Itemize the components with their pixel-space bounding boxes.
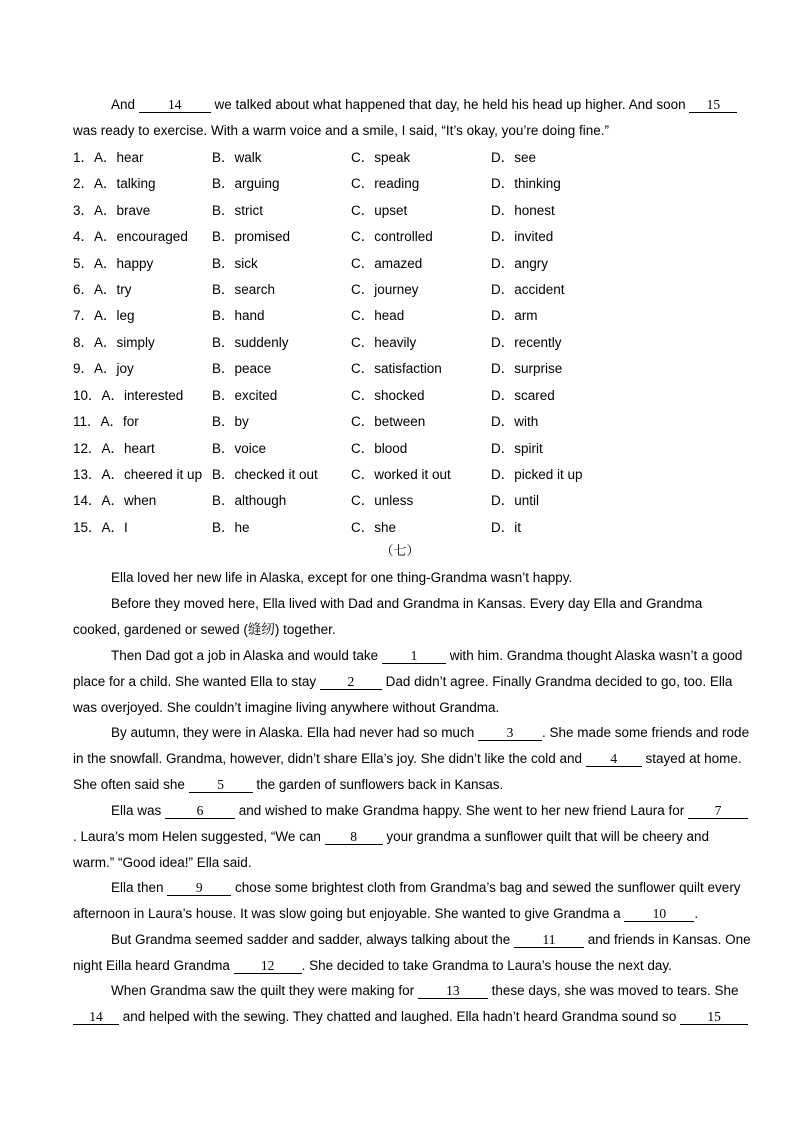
option-d: D．see <box>491 150 537 165</box>
option-b: B．hand <box>212 308 265 323</box>
option-b: B．excited <box>212 388 278 403</box>
text: By autumn, they were in Alaska. Ella had never had so much <box>111 725 478 740</box>
story-paragraph-7 <box>73 927 753 979</box>
option-d: D．spirit <box>491 441 543 456</box>
option-c: C．worked it out <box>351 467 451 482</box>
option-b: B．promised <box>212 229 291 244</box>
story-paragraph-3 <box>73 643 753 721</box>
story-paragraph-5 <box>73 798 753 876</box>
text: . Laura’s mom Helen suggested, “We can <box>73 829 325 844</box>
option-b: B．sick <box>212 256 258 271</box>
blank-3: 3 <box>478 726 542 741</box>
text: Dad didn’t agree. Finally Grandma decided to go, too. Ella was overjoyed. She couldn’t imagine living anywhere without Grandma. <box>73 674 733 715</box>
text: your grandma a sunflower quilt that will be cheery and warm.” “Good idea!” Ella said. <box>73 829 710 870</box>
text: chose some brightest cloth from Grandma’s bag and sewed the sunflower quilt every afternoon in Laura’s house. It was slow going but enjoyable. She wanted to give Grandma a <box>73 880 741 921</box>
option-row <box>73 277 753 303</box>
option-d: D．until <box>491 493 540 508</box>
option-b: B．although <box>212 493 287 508</box>
option-a: 11．A．for <box>73 414 139 429</box>
option-b: B．by <box>212 414 249 429</box>
story-paragraph-1 <box>73 565 753 591</box>
text: with him. Grandma thought Alaska wasn’t a good place for a child. She wanted Ella to stay <box>73 648 743 689</box>
text: and helped with the sewing. They chatted and laughed. Ella hadn’t heard Grandma sound so <box>119 1009 681 1024</box>
blank-13: 13 <box>418 984 488 999</box>
option-b: B．he <box>212 520 250 535</box>
option-b: B．strict <box>212 203 264 218</box>
option-c: C．amazed <box>351 256 423 271</box>
blank-1: 1 <box>382 649 446 664</box>
blank-14: 14 <box>139 98 211 113</box>
option-row <box>73 436 753 462</box>
blank-4: 4 <box>586 752 642 767</box>
option-a: 14．A．when <box>73 493 157 508</box>
blank-7: 7 <box>688 804 748 819</box>
story-paragraph-4 <box>73 720 753 798</box>
option-b: B．suddenly <box>212 335 289 350</box>
option-d: D．thinking <box>491 176 561 191</box>
text: Ella loved her new life in Alaska, except for one thing-Grandma wasn’t happy. <box>111 570 573 585</box>
text: . <box>694 906 699 921</box>
option-b: B．search <box>212 282 276 297</box>
text: When Grandma saw the quilt they were making for <box>111 983 418 998</box>
option-b: B．arguing <box>212 176 280 191</box>
option-row <box>73 462 753 488</box>
section-title: （七） <box>380 544 420 559</box>
blank-5: 5 <box>189 778 253 793</box>
option-b: B．voice <box>212 441 267 456</box>
text: Ella then <box>111 880 168 895</box>
story-paragraph-8 <box>73 978 753 1030</box>
option-d: D．surprise <box>491 361 563 376</box>
option-b: B．peace <box>212 361 272 376</box>
option-a: 15．A．I <box>73 520 128 535</box>
option-d: D．angry <box>491 256 549 271</box>
option-a: 5．A．happy <box>73 256 154 271</box>
blank-12: 12 <box>234 959 302 974</box>
option-a: 12．A．heart <box>73 441 155 456</box>
option-c: C．shocked <box>351 388 425 403</box>
option-row <box>73 488 753 514</box>
option-b: B．walk <box>212 150 262 165</box>
option-c: C．head <box>351 308 405 323</box>
option-a: 9．A．joy <box>73 361 134 376</box>
option-row <box>73 171 753 197</box>
option-a: 6．A．try <box>73 282 132 297</box>
option-row <box>73 251 753 277</box>
option-row <box>73 409 753 435</box>
option-c: C．heavily <box>351 335 417 350</box>
option-row <box>73 330 753 356</box>
option-a: 4．A．encouraged <box>73 229 188 244</box>
text: Ella was <box>111 803 166 818</box>
option-row <box>73 303 753 329</box>
text: stayed at home. She often said she <box>73 751 742 792</box>
option-c: C．upset <box>351 203 408 218</box>
text: the garden of sunflowers back in Kansas. <box>252 777 504 792</box>
text: And <box>111 97 139 112</box>
option-d: D．it <box>491 520 521 535</box>
option-c: C．satisfaction <box>351 361 442 376</box>
option-a: 3．A．brave <box>73 203 151 218</box>
blank-10: 10 <box>624 907 694 922</box>
blank-15: 15 <box>689 98 737 113</box>
blank-8: 8 <box>325 830 383 845</box>
option-d: D．picked it up <box>491 467 583 482</box>
blank-2: 2 <box>320 675 382 690</box>
text: and friends in Kansas. One night Eilla heard Grandma <box>73 932 751 973</box>
option-d: D．arm <box>491 308 538 323</box>
text: But Grandma seemed sadder and sadder, always talking about the <box>111 932 514 947</box>
option-c: C．speak <box>351 150 411 165</box>
option-a: 10．A．interested <box>73 388 184 403</box>
option-d: D．invited <box>491 229 554 244</box>
option-a: 1．A．hear <box>73 150 144 165</box>
text: these days, she was moved to tears. She <box>487 983 739 998</box>
blank-15: 15 <box>680 1010 748 1025</box>
blank-11: 11 <box>514 933 584 948</box>
option-b: B．checked it out <box>212 467 318 482</box>
option-c: C．controlled <box>351 229 433 244</box>
story-paragraph-6 <box>73 875 753 927</box>
option-a: 2．A．talking <box>73 176 156 191</box>
option-c: C．unless <box>351 493 414 508</box>
option-a: 13．A．cheered it up <box>73 467 203 482</box>
text: was ready to exercise. With a warm voice and a smile, I said, “It’s okay, you’re doing fine.” <box>73 123 609 138</box>
option-d: D．recently <box>491 335 562 350</box>
option-row <box>73 145 753 171</box>
option-a: 8．A．simply <box>73 335 155 350</box>
text: Before they moved here, Ella lived with Dad and Grandma in Kansas. Every day Ella and Grandma cooked, gardened or sewed (缝纫) together. <box>73 596 703 637</box>
blank-14: 14 <box>73 1010 119 1025</box>
option-row <box>73 198 753 224</box>
option-d: D．honest <box>491 203 555 218</box>
option-c: C．between <box>351 414 426 429</box>
text: . She decided to take Grandma to Laura’s house the next day. <box>301 958 672 973</box>
text: and wished to make Grandma happy. She went to her new friend Laura for <box>235 803 689 818</box>
option-row <box>73 515 753 541</box>
intro-paragraph <box>73 92 753 144</box>
option-row <box>73 383 753 409</box>
option-d: D．with <box>491 414 539 429</box>
blank-9: 9 <box>167 881 231 896</box>
option-d: D．scared <box>491 388 555 403</box>
option-d: D．accident <box>491 282 565 297</box>
blank-6: 6 <box>165 804 235 819</box>
option-c: C．reading <box>351 176 420 191</box>
option-row <box>73 356 753 382</box>
option-row <box>73 224 753 250</box>
option-a: 7．A．leg <box>73 308 135 323</box>
option-c: C．she <box>351 520 397 535</box>
text: . She made some friends and rode in the snowfall. Grandma, however, didn’t share Ella’s joy. She didn’t like the cold and <box>73 725 750 766</box>
text: Then Dad got a job in Alaska and would take <box>111 648 382 663</box>
story-paragraph-2 <box>73 591 753 643</box>
text: we talked about what happened that day, he held his head up higher. And soon <box>210 97 690 112</box>
option-c: C．journey <box>351 282 419 297</box>
option-c: C．blood <box>351 441 408 456</box>
